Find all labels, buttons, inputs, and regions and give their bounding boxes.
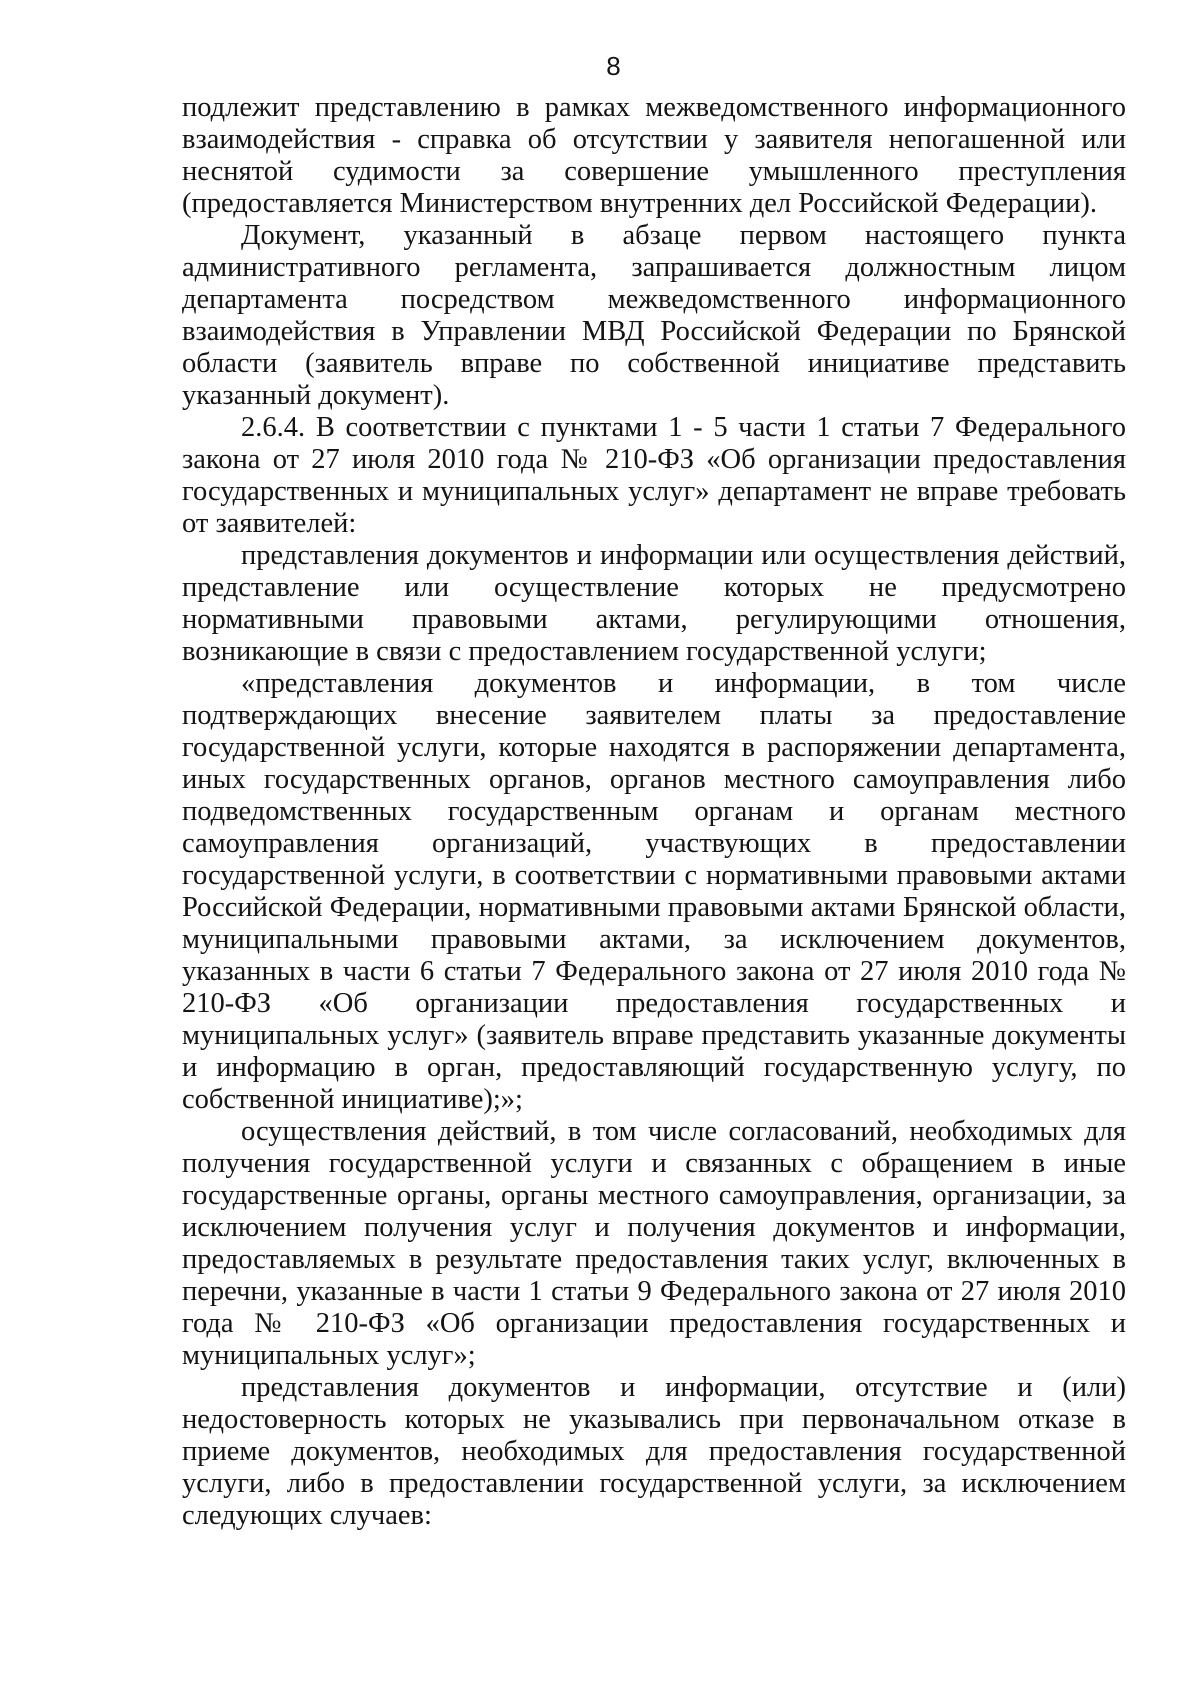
paragraph: Документ, указанный в абзаце первом настоящего пункта административного регламента, запрашивается должностным лицом департамента посредством межведомственного информационного взаимодействия в Управлении МВД Российской Федерации по Брянской области (заявитель вправе по собственной инициативе представить указанный документ). bbox=[182, 220, 1126, 411]
page-number: 8 bbox=[606, 51, 621, 81]
paragraph: 2.6.4. В соответствии с пунктами 1 - 5 части 1 статьи 7 Федерального закона от 27 июля 2010 года № 210-ФЗ «Об организации предоставления государственных и муниципальных услуг» департамент не вправе требовать от заявителей: bbox=[182, 412, 1126, 539]
paragraph: представления документов и информации, отсутствие и (или) недостоверность которых не указывались при первоначальном отказе в приеме документов, необходимых для предоставления государственной услуги, либо в предоставлении государственной услуги, за исключением следующих случаев: bbox=[182, 1372, 1126, 1531]
paragraph: «представления документов и информации, в том числе подтверждающих внесение заявителем платы за предоставление государственной услуги, которые находятся в распоряжении департамента, иных государственных органов, органов местного самоуправления либо подведомственных государственным органам и органам местного самоуправления организаций, участвующих в предоставлении государственной услуги, в соответствии с нормативными правовыми актами Российской Федерации, нормативными правовыми актами Брянской области, муниципальными правовыми актами, за исключением документов, указанных в части 6 статьи 7 Федерального закона от 27 июля 2010 года № 210-ФЗ «Об организации предоставления государственных и муниципальных услуг» (заявитель вправе представить указанные документы и информацию в орган, предоставляющий государственную услугу, по собственной инициативе);»; bbox=[182, 668, 1126, 1115]
paragraph: представления документов и информации или осуществления действий, представление или осуществление которых не предусмотрено нормативными правовыми актами, регулирующими отношения, возникающие в связи с предоставлением государственной услуги; bbox=[182, 540, 1126, 667]
paragraph: подлежит представлению в рамках межведомственного информационного взаимодействия - справка об отсутствии у заявителя непогашенной или неснятой судимости за совершение умышленного преступления (предоставляется Министерством внутренних дел Российской Федерации). bbox=[182, 92, 1126, 219]
paragraph: осуществления действий, в том числе согласований, необходимых для получения государственной услуги и связанных с обращением в иные государственные органы, органы местного самоуправления, организации, за исключением получения услуг и получения документов и информации, предоставляемых в результате предоставления таких услуг, включенных в перечни, указанные в части 1 статьи 9 Федерального закона от 27 июля 2010 года № 210-ФЗ «Об организации предоставления государственных и муниципальных услуг»; bbox=[182, 1116, 1126, 1371]
document-body bbox=[182, 92, 1126, 1532]
